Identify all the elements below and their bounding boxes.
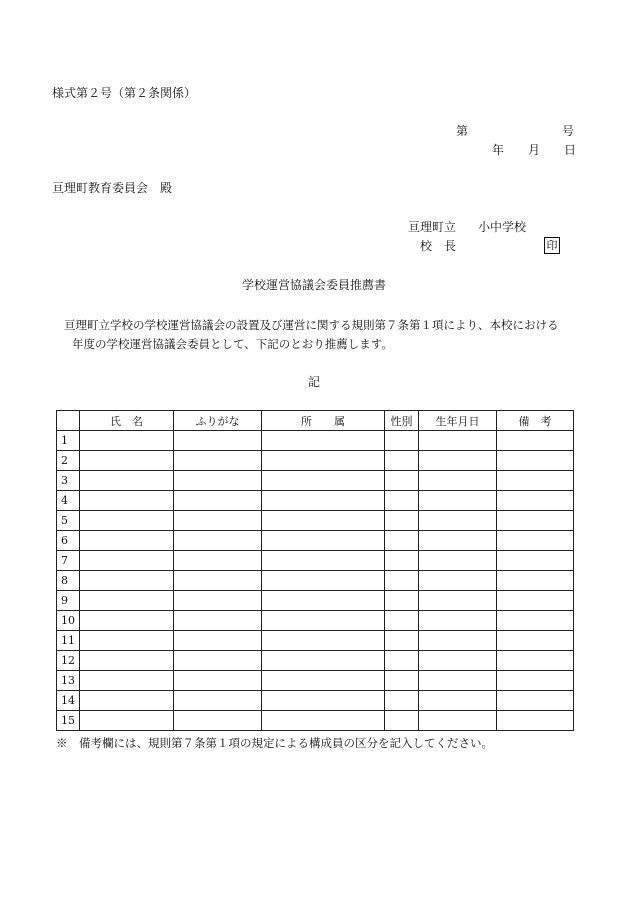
cell-birthdate[interactable] xyxy=(419,471,497,491)
cell-furigana[interactable] xyxy=(174,451,262,471)
row-number: 1 xyxy=(57,431,80,451)
cell-remarks[interactable] xyxy=(497,711,574,731)
cell-furigana[interactable] xyxy=(174,711,262,731)
cell-furigana[interactable] xyxy=(174,471,262,491)
cell-name[interactable] xyxy=(80,671,174,691)
cell-gender[interactable] xyxy=(385,471,419,491)
document-title: 学校運営協議会委員推薦書 xyxy=(242,278,387,292)
cell-remarks[interactable] xyxy=(497,451,574,471)
cell-birthdate[interactable] xyxy=(419,491,497,511)
row-number: 5 xyxy=(57,511,80,531)
cell-birthdate[interactable] xyxy=(419,691,497,711)
row-number: 10 xyxy=(57,611,80,631)
table-row xyxy=(57,431,574,451)
cell-birthdate[interactable] xyxy=(419,451,497,471)
cell-gender[interactable] xyxy=(385,531,419,551)
cell-affiliation[interactable] xyxy=(262,611,385,631)
cell-gender[interactable] xyxy=(385,711,419,731)
cell-name[interactable] xyxy=(80,431,174,451)
table-row xyxy=(57,671,574,691)
table-row xyxy=(57,471,574,491)
table-row xyxy=(57,451,574,471)
cell-affiliation[interactable] xyxy=(262,631,385,651)
row-number: 4 xyxy=(57,491,80,511)
cell-furigana[interactable] xyxy=(174,491,262,511)
cell-name[interactable] xyxy=(80,631,174,651)
row-number: 13 xyxy=(57,671,80,691)
date-month: 月 xyxy=(528,143,541,157)
cell-gender[interactable] xyxy=(385,511,419,531)
doc-number-dai: 第 xyxy=(456,124,469,138)
body-line-2: 年度の学校運営協議会委員として、下記のとおり推薦します。 xyxy=(72,337,393,351)
body-line-1: 亘理町立学校の学校運営協議会の設置及び運営に関する規則第７条第１項により、本校における xyxy=(64,318,559,332)
cell-furigana[interactable] xyxy=(174,431,262,451)
table-row xyxy=(57,711,574,731)
row-number: 9 xyxy=(57,591,80,611)
header-furigana: ふりがな xyxy=(174,411,262,431)
table-row xyxy=(57,491,574,511)
recipient: 亘理町教育委員会 殿 xyxy=(52,181,173,195)
cell-remarks[interactable] xyxy=(497,431,574,451)
row-number: 8 xyxy=(57,571,80,591)
cell-affiliation[interactable] xyxy=(262,511,385,531)
cell-remarks[interactable] xyxy=(497,671,574,691)
row-number: 6 xyxy=(57,531,80,551)
cell-affiliation[interactable] xyxy=(262,591,385,611)
row-number: 3 xyxy=(57,471,80,491)
cell-name[interactable] xyxy=(80,591,174,611)
row-number: 11 xyxy=(57,631,80,651)
cell-name[interactable] xyxy=(80,511,174,531)
header-birthdate: 生年月日 xyxy=(419,411,497,431)
school-prefix: 亘理町立 xyxy=(408,220,457,234)
cell-gender[interactable] xyxy=(385,671,419,691)
cell-gender[interactable] xyxy=(385,451,419,471)
principal-label: 校 長 xyxy=(420,239,457,253)
header-number xyxy=(57,411,80,431)
cell-remarks[interactable] xyxy=(497,551,574,571)
row-number: 12 xyxy=(57,651,80,671)
cell-furigana[interactable] xyxy=(174,591,262,611)
date-year: 年 xyxy=(492,143,505,157)
table-row xyxy=(57,571,574,591)
cell-birthdate[interactable] xyxy=(419,551,497,571)
seal-mark: 印 xyxy=(544,237,560,254)
cell-name[interactable] xyxy=(80,711,174,731)
doc-number-go: 号 xyxy=(562,124,575,138)
cell-name[interactable] xyxy=(80,551,174,571)
cell-affiliation[interactable] xyxy=(262,691,385,711)
cell-name[interactable] xyxy=(80,471,174,491)
table-row xyxy=(57,611,574,631)
table-row xyxy=(57,551,574,571)
cell-birthdate[interactable] xyxy=(419,511,497,531)
cell-remarks[interactable] xyxy=(497,511,574,531)
cell-furigana[interactable] xyxy=(174,531,262,551)
footnote: ※ 備考欄には、規則第７条第１項の規定による構成員の区分を記入してください。 xyxy=(56,736,493,750)
cell-name[interactable] xyxy=(80,491,174,511)
form-number: 様式第２号（第２条関係） xyxy=(52,86,197,100)
cell-gender[interactable] xyxy=(385,551,419,571)
cell-affiliation[interactable] xyxy=(262,551,385,571)
header-remarks: 備 考 xyxy=(497,411,574,431)
header-affiliation: 所 属 xyxy=(262,411,385,431)
cell-remarks[interactable] xyxy=(497,691,574,711)
header-name: 氏 名 xyxy=(80,411,174,431)
cell-birthdate[interactable] xyxy=(419,631,497,651)
cell-remarks[interactable] xyxy=(497,631,574,651)
cell-birthdate[interactable] xyxy=(419,531,497,551)
table-row xyxy=(57,531,574,551)
cell-affiliation[interactable] xyxy=(262,571,385,591)
cell-gender[interactable] xyxy=(385,691,419,711)
cell-birthdate[interactable] xyxy=(419,611,497,631)
table-row xyxy=(57,591,574,611)
cell-furigana[interactable] xyxy=(174,571,262,591)
cell-furigana[interactable] xyxy=(174,551,262,571)
school-suffix: 小中学校 xyxy=(478,220,527,234)
cell-gender[interactable] xyxy=(385,571,419,591)
cell-birthdate[interactable] xyxy=(419,671,497,691)
row-number: 14 xyxy=(57,691,80,711)
cell-remarks[interactable] xyxy=(497,651,574,671)
row-number: 7 xyxy=(57,551,80,571)
cell-furigana[interactable] xyxy=(174,651,262,671)
table-row xyxy=(57,631,574,651)
cell-affiliation[interactable] xyxy=(262,431,385,451)
cell-affiliation[interactable] xyxy=(262,671,385,691)
table-row xyxy=(57,651,574,671)
row-number: 2 xyxy=(57,451,80,471)
cell-gender[interactable] xyxy=(385,591,419,611)
cell-remarks[interactable] xyxy=(497,531,574,551)
cell-gender[interactable] xyxy=(385,431,419,451)
ki-label: 記 xyxy=(308,375,321,389)
table-row xyxy=(57,511,574,531)
nominee-table xyxy=(56,410,574,731)
cell-gender[interactable] xyxy=(385,651,419,671)
table-header-row xyxy=(57,411,574,431)
cell-name[interactable] xyxy=(80,651,174,671)
cell-affiliation[interactable] xyxy=(262,491,385,511)
cell-gender[interactable] xyxy=(385,631,419,651)
cell-birthdate[interactable] xyxy=(419,591,497,611)
cell-birthdate[interactable] xyxy=(419,711,497,731)
cell-furigana[interactable] xyxy=(174,611,262,631)
cell-name[interactable] xyxy=(80,531,174,551)
cell-birthdate[interactable] xyxy=(419,571,497,591)
cell-name[interactable] xyxy=(80,571,174,591)
cell-remarks[interactable] xyxy=(497,571,574,591)
cell-gender[interactable] xyxy=(385,611,419,631)
cell-name[interactable] xyxy=(80,611,174,631)
cell-affiliation[interactable] xyxy=(262,451,385,471)
cell-name[interactable] xyxy=(80,451,174,471)
cell-furigana[interactable] xyxy=(174,511,262,531)
cell-birthdate[interactable] xyxy=(419,651,497,671)
date-day: 日 xyxy=(564,143,577,157)
row-number: 15 xyxy=(57,711,80,731)
cell-gender[interactable] xyxy=(385,491,419,511)
table-row xyxy=(57,691,574,711)
cell-remarks[interactable] xyxy=(497,471,574,491)
cell-furigana[interactable] xyxy=(174,671,262,691)
header-gender: 性別 xyxy=(385,411,419,431)
cell-affiliation[interactable] xyxy=(262,471,385,491)
cell-affiliation[interactable] xyxy=(262,531,385,551)
cell-affiliation[interactable] xyxy=(262,711,385,731)
cell-remarks[interactable] xyxy=(497,491,574,511)
cell-remarks[interactable] xyxy=(497,591,574,611)
cell-affiliation[interactable] xyxy=(262,651,385,671)
cell-name[interactable] xyxy=(80,691,174,711)
cell-furigana[interactable] xyxy=(174,631,262,651)
cell-remarks[interactable] xyxy=(497,611,574,631)
cell-furigana[interactable] xyxy=(174,691,262,711)
cell-birthdate[interactable] xyxy=(419,431,497,451)
